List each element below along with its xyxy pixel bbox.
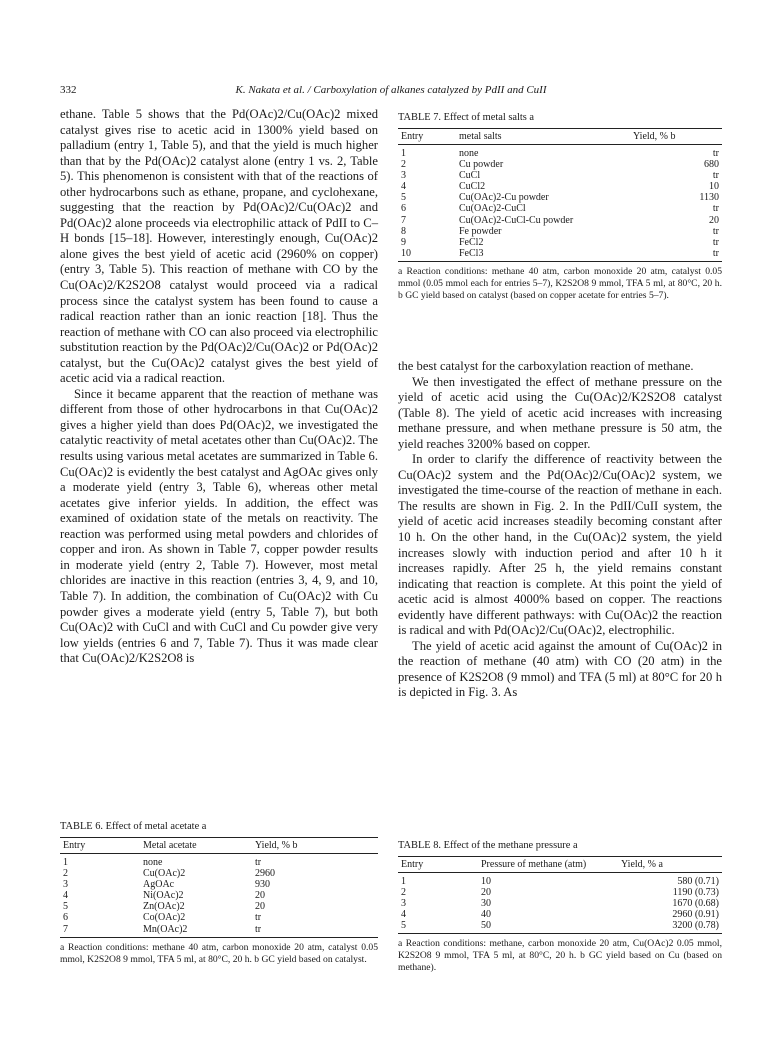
cell: 2	[401, 159, 406, 171]
cell: 8	[401, 225, 406, 237]
cell: 6	[63, 912, 68, 924]
table-row	[398, 181, 722, 192]
table-row	[398, 887, 722, 898]
paragraph: Since it became apparent that the reaction of methane was different from those of other hydrocarbons in that Cu(OAc)2 gives a higher yield than does Pd(OAc)2, we investigated the catalytic reactivity of metal acetates other than Cu(OAc)2. The results using various metal acetates are summarized in Table 6. Cu(OAc)2 is evidently the best catalyst and AgOAc gives only a moderate yield (entry 3, Table 6), whereas other metal acetates give inferior yields. In addition, the effect was examined of oxidation state of the metals on reactivity. The reaction was performed using metal powders and chlorides of copper and iron. As shown in Table 7, copper powder results in moderate yield (entry 2, Table 7). However, most metal chlorides are inactive in this reaction (entries 3, 4, 9, and 10, Table 7). In addition, the combination of Cu(OAc)2 with Cu powder gives a moderate yield (entry 5, Table 7), but both Cu(OAc)2 with CuCl and with CuCl and Cu powder give very low yields (entries 6 and 7, Table 7). Thus it was made clear that Cu(OAc)2/K2S2O8 is	[60, 386, 378, 666]
table-row	[398, 215, 722, 226]
cell: 5	[401, 192, 406, 204]
data-table	[398, 128, 722, 262]
cell: none	[143, 857, 163, 868]
paragraph: In order to clarify the difference of reactivity between the Cu(OAc)2 system and the Pd(OAc)2/Cu(OAc)2 system, we investigated the time-course of the reaction of methane in each. The results are shown in Fig. 2. In the PdII/CuII system, the yield of acetic acid increases steadily becoming constant after 10 h. On the other hand, in the Cu(OAc)2 system, the yield increases slowly with induction period and after 10 h it increases rapidly. After 25 h, the yield remains constant indicating that reaction is complete. At this point the yield of acetic acid is almost 4000% based on copper. The reactions evidently have different pathways: with Cu(OAc)2 the reaction is radical and with Pd(OAc)2/Cu(OAc)2, electrophilic.	[398, 452, 722, 638]
cell: FeCl2	[459, 236, 484, 248]
cell: 9	[401, 236, 406, 248]
cell: 1	[63, 857, 68, 868]
cell: 1	[401, 148, 406, 159]
column-header: Entry	[398, 857, 478, 873]
column-header: Pressure of methane (atm)	[478, 857, 618, 873]
cell: Zn(OAc)2	[143, 901, 185, 913]
cell: 4	[63, 890, 68, 902]
cell: 1	[401, 876, 406, 887]
table-row	[398, 192, 722, 203]
cell: 580 (0.71)	[677, 876, 719, 887]
cell: 7	[401, 214, 406, 226]
column-header: Yield, % b	[252, 838, 378, 854]
table-row	[398, 226, 722, 237]
cell: 10	[709, 181, 719, 193]
table-row	[398, 248, 722, 262]
cell: 5	[63, 901, 68, 913]
cell: CuCl	[459, 170, 481, 182]
table-footnote: a Reaction conditions: methane 40 atm, carbon monoxide 20 atm, catalyst 0.05 mmol, K2S2O8 9 mmol, TFA 5 ml, at 80°C, 20 h. b GC yield based on catalyst.	[60, 941, 378, 965]
cell: none	[459, 148, 479, 159]
cell: tr	[712, 236, 719, 248]
table-caption: TABLE 7. Effect of metal salts a	[398, 112, 535, 123]
table-row	[398, 898, 722, 909]
cell: tr	[712, 225, 719, 237]
column-header: Entry	[60, 838, 140, 854]
cell: Cu(OAc)2	[143, 868, 186, 880]
table-6	[60, 821, 378, 966]
cell: 3	[401, 170, 406, 182]
table-caption: TABLE 8. Effect of the methane pressure a	[398, 840, 578, 851]
cell: 5	[398, 920, 478, 934]
table-row	[60, 879, 378, 890]
cell: 2960 (0.91)	[672, 909, 719, 921]
right-column-text	[398, 359, 722, 701]
table-row	[60, 924, 378, 938]
page-number: 332	[60, 84, 77, 96]
cell: tr	[255, 857, 262, 868]
table-8	[398, 840, 722, 974]
cell: FeCl3	[456, 248, 630, 262]
column-header: metal salts	[456, 129, 630, 145]
cell: 3	[401, 898, 406, 910]
cell: 10	[398, 248, 456, 262]
cell: 4	[401, 181, 406, 193]
column-header: Metal acetate	[140, 838, 252, 854]
table-row	[398, 203, 722, 214]
cell: tr	[712, 148, 719, 159]
cell: 10	[481, 876, 491, 887]
cell: 1670 (0.68)	[672, 898, 719, 910]
table-row	[398, 145, 722, 160]
cell: 1190 (0.73)	[672, 887, 719, 899]
cell: 20	[481, 887, 491, 899]
cell: tr	[252, 924, 378, 938]
cell: Co(OAc)2	[143, 912, 186, 924]
cell: 50	[478, 920, 618, 934]
cell: 6	[401, 203, 406, 215]
cell: tr	[255, 912, 262, 924]
cell: 2960	[255, 868, 275, 880]
table-header-row	[60, 838, 378, 854]
cell: 2	[401, 887, 406, 899]
data-table	[60, 837, 378, 938]
paragraph: ethane. Table 5 shows that the Pd(OAc)2/Cu(OAc)2 mixed catalyst gives rise to acetic acid in 1300% yield based on palladium (entry 1, Table 5), and that the yield is much higher than that by the Pd(OAc)2 catalyst alone (entry 1 vs. 2, Table 5). This phenomenon is consistent with that of the reactions of other hydrocarbons such as ethane, propane, and cyclohexane, suggesting that the reaction by Pd(OAc)2/Cu(OAc)2 and Pd(OAc)2 alone proceeds via electrophilic attack of PdII to C–H bonds [15–18]. However, interestingly enough, Cu(OAc)2 alone gives the best yield of acetic acid (2960% on copper) (entry 3, Table 5). This reaction of methane with CO by the Cu(OAc)2/K2S2O8 catalyst would proceed via a radical process since the catalyst system has been found to cause a radical reaction rather than an ionic reaction [18]. Thus the reaction of methane with CO can also proceed via electrophilic substitution reaction by the Pd(OAc)2/Cu(OAc)2 or Pd(OAc)2 catalyst, but the Cu(OAc)2 catalyst gives the best yield of acetic acid via a radical reaction.	[60, 107, 378, 386]
column-header: Entry	[398, 129, 456, 145]
cell: 2	[63, 868, 68, 880]
cell: tr	[630, 248, 722, 262]
cell: 4	[401, 909, 406, 921]
cell: 20	[255, 890, 265, 902]
table-row	[398, 920, 722, 934]
table-row	[60, 890, 378, 901]
cell: 7	[60, 924, 140, 938]
cell: Cu(OAc)2-CuCl-Cu powder	[459, 214, 574, 226]
cell: 20	[709, 214, 719, 226]
paragraph: We then investigated the effect of methane pressure on the yield of acetic acid using the Cu(OAc)2/K2S2O8 catalyst (Table 8). The yield of acetic acid increases with increasing methane pressure, and when methane pressure is 50 atm, the yield reaches 3200% based on copper.	[398, 374, 722, 451]
table-row	[60, 868, 378, 879]
data-table	[398, 856, 722, 934]
paragraph: The yield of acetic acid against the amount of Cu(OAc)2 in the reaction of methane (40 atm) with CO (20 atm) in the presence of K2S2O8 (9 mmol) and TFA (5 ml) at 80°C for 20 h is depicted in Fig. 3. As	[398, 638, 722, 700]
cell: 680	[704, 159, 719, 171]
cell: 20	[255, 901, 265, 913]
running-title: K. Nakata et al. / Carboxylation of alkanes catalyzed by PdII and CuII	[235, 84, 547, 96]
table-row	[398, 170, 722, 181]
cell: Ni(OAc)2	[143, 890, 184, 902]
table-header-row	[398, 857, 722, 873]
table-header-row	[398, 129, 722, 145]
cell: 1130	[699, 192, 719, 204]
cell: Cu(OAc)2-CuCl	[459, 203, 526, 215]
table-row	[60, 901, 378, 912]
cell: Mn(OAc)2	[140, 924, 252, 938]
cell: 930	[255, 879, 270, 891]
table-footnote: a Reaction conditions: methane, carbon monoxide 20 atm, Cu(OAc)2 0.05 mmol, K2S2O8 9 mmol, TFA 5 ml, at 80°C, 20 h. b GC yield based on Cu (based on methane).	[398, 938, 722, 974]
cell: tr	[712, 170, 719, 182]
cell: tr	[712, 203, 719, 215]
table-row	[60, 912, 378, 923]
cell: 40	[481, 909, 491, 921]
column-header: Yield, % b	[630, 129, 722, 145]
cell: AgOAc	[143, 879, 175, 891]
paragraph: the best catalyst for the carboxylation reaction of methane.	[398, 359, 694, 373]
cell: 30	[481, 898, 491, 910]
cell: 3200 (0.78)	[618, 920, 722, 934]
column-header: Yield, % a	[618, 857, 722, 873]
table-footnote: a Reaction conditions: methane 40 atm, carbon monoxide 20 atm, catalyst 0.05 mmol (0.05 mmol each for entries 5–7), K2S2O8 9 mmol, TFA 5 ml, at 80°C, 20 h. b GC yield based on catalyst (based on copper acetate for entries 5–7).	[398, 265, 722, 301]
table-row	[60, 854, 378, 869]
cell: Cu powder	[459, 159, 504, 171]
left-column-text	[60, 107, 378, 667]
cell: Cu(OAc)2-Cu powder	[459, 192, 549, 204]
table-row	[398, 159, 722, 170]
cell: CuCl2	[459, 181, 486, 193]
cell: Fe powder	[459, 225, 502, 237]
table-7	[398, 112, 722, 302]
cell: 3	[63, 879, 68, 891]
table-row	[398, 873, 722, 888]
table-caption: TABLE 6. Effect of metal acetate a	[60, 821, 207, 832]
table-row	[398, 237, 722, 248]
table-row	[398, 909, 722, 920]
